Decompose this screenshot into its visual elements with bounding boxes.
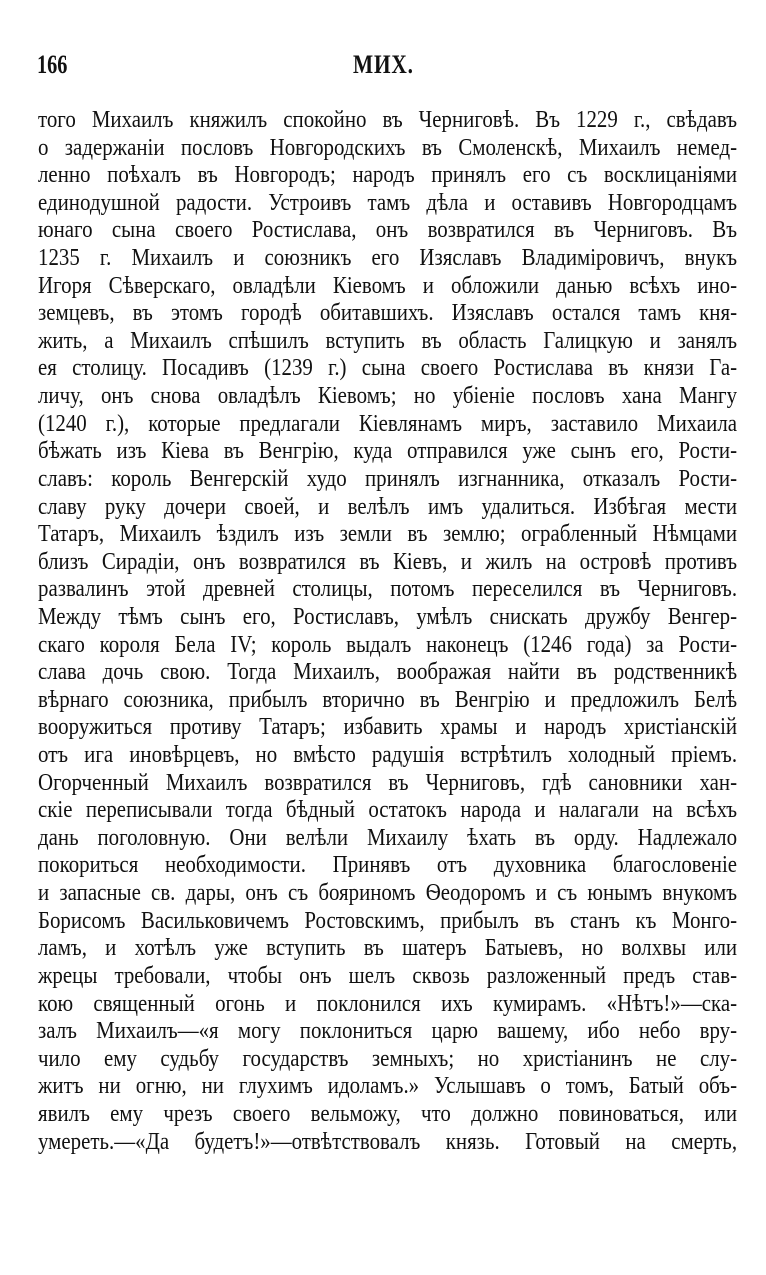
text-line-content: кою священный огонь и поклонился ихъ кумирамъ. «Нѣтъ!»—ска-	[38, 989, 738, 1017]
text-line-content: слава дочь свою. Тогда Михаилъ, воображая найти въ родственникѣ	[38, 658, 738, 686]
text-line-content: близъ Сирадіи, онъ возвратился въ Кіевъ, и жилъ на островѣ противъ	[38, 547, 738, 575]
text-line	[38, 299, 737, 327]
text-line	[38, 879, 737, 907]
text-line-content: отъ ига иновѣрцевъ, но вмѣсто радушія встрѣтилъ холодный пріемъ.	[38, 741, 738, 769]
text-line-content: юнаго сына своего Ростислава, онъ возвратился въ Черниговъ. Въ	[38, 216, 738, 244]
text-line-content: скіе переписывали тогда бѣдный остатокъ народа и налагали на всѣхъ	[38, 796, 738, 824]
text-line-content: житъ ни огню, ни глухимъ идоламъ.» Услышавъ о томъ, Батый объ-	[38, 1072, 738, 1100]
text-line-content: развалинъ этой древней столицы, потомъ переселился въ Черниговъ.	[38, 575, 738, 603]
text-line	[38, 907, 737, 935]
text-line	[38, 272, 737, 300]
text-line-content: явилъ ему чрезъ своего вельможу, что должно повиноваться, или	[38, 1099, 738, 1127]
text-line-content: ламъ, и хотѣлъ уже вступить въ шатеръ Батыевъ, но волхвы или	[38, 934, 738, 962]
text-line	[38, 548, 737, 576]
text-line-content: о задержаніи пословъ Новгородскихъ въ Смоленскѣ, Михаилъ немед-	[38, 133, 738, 161]
text-line	[38, 1100, 737, 1128]
text-line-content: бѣжать изъ Кіева въ Венгрію, куда отправился уже сынъ его, Рости-	[38, 437, 738, 465]
text-line	[38, 824, 737, 852]
text-line	[38, 741, 737, 769]
text-line	[38, 990, 737, 1018]
text-line	[38, 244, 737, 272]
text-line-content: личу, онъ снова овладѣлъ Кіевомъ; но убіеніе пословъ хана Мангу	[38, 382, 738, 410]
text-line-content: вѣрнаго союзника, прибылъ вторично въ Венгрію и предложилъ Белѣ	[38, 685, 738, 713]
text-line	[38, 1128, 737, 1156]
text-line	[38, 354, 737, 382]
text-line	[38, 465, 737, 493]
text-line-content: 1235 г. Михаилъ и союзникъ его Изяславъ Владиміровичъ, внукъ	[38, 244, 738, 272]
text-line	[38, 1045, 737, 1073]
text-line	[38, 934, 737, 962]
text-line	[38, 796, 737, 824]
text-line	[38, 520, 737, 548]
text-line	[38, 106, 737, 134]
text-line	[38, 658, 737, 686]
text-line-content: жрецы требовали, чтобы онъ шелъ сквозь разложенный предъ став-	[38, 961, 738, 989]
text-line-content: Игоря Сѣверскаго, овладѣли Кіевомъ и обложили данью всѣхъ ино-	[38, 271, 738, 299]
text-line-content: славу руку дочери своей, и велѣлъ имъ удалиться. Избѣгая мести	[38, 492, 738, 520]
text-line	[38, 769, 737, 797]
text-line	[38, 713, 737, 741]
text-line	[38, 631, 737, 659]
text-line	[38, 575, 737, 603]
text-line-content: ея столицу. Посадивъ (1239 г.) сына своего Ростислава въ князи Га-	[38, 354, 738, 382]
text-line	[38, 382, 737, 410]
body-text	[38, 106, 737, 1155]
text-line-content: скаго короля Бела IV; король выдалъ наконецъ (1246 года) за Рости-	[38, 630, 738, 658]
text-line	[38, 603, 737, 631]
text-line	[38, 686, 737, 714]
text-line	[38, 1072, 737, 1100]
running-head	[37, 50, 737, 84]
text-line-content: земцевъ, въ этомъ городѣ обитавшихъ. Изяславъ остался тамъ кня-	[38, 299, 738, 327]
text-line	[38, 1017, 737, 1045]
text-line-content: ленно поѣхалъ въ Новгородъ; народъ принялъ его съ восклицаніями	[38, 161, 738, 189]
page-number: 166	[37, 50, 68, 79]
text-line	[38, 493, 737, 521]
text-line	[38, 410, 737, 438]
text-line	[38, 134, 737, 162]
text-line-content: Между тѣмъ сынъ его, Ростиславъ, умѣлъ снискать дружбу Венгер-	[38, 602, 738, 630]
text-line-content: Борисомъ Васильковичемъ Ростовскимъ, прибылъ въ станъ къ Монго-	[38, 906, 738, 934]
text-line	[38, 189, 737, 217]
text-line	[38, 327, 737, 355]
text-line	[38, 437, 737, 465]
text-line-content: (1240 г.), которые предлагали Кіевлянамъ миръ, заставило Михаила	[38, 409, 738, 437]
running-title: МИХ.	[353, 50, 414, 79]
text-line	[38, 851, 737, 879]
text-line-content: дань поголовную. Они велѣли Михаилу ѣхать въ орду. Надлежало	[38, 823, 738, 851]
text-line-content: жить, а Михаилъ спѣшилъ вступить въ область Галицкую и занялъ	[38, 326, 738, 354]
text-line-content: Огорченный Михаилъ возвратился въ Черниговъ, гдѣ сановники хан-	[38, 768, 738, 796]
text-line	[38, 216, 737, 244]
text-line-content: славъ: король Венгерскій худо принялъ изгнанника, отказалъ Рости-	[38, 464, 738, 492]
text-line	[38, 962, 737, 990]
text-line-content: залъ Михаилъ—«я могу поклониться царю вашему, ибо небо вру-	[38, 1017, 738, 1045]
text-line-content: и запасные св. дары, онъ съ бояриномъ Ѳеодоромъ и съ юнымъ внукомъ	[38, 879, 738, 907]
text-line-content: чило ему судьбу государствъ земныхъ; но христіанинъ не слу-	[38, 1044, 738, 1072]
text-line-content: Татаръ, Михаилъ ѣздилъ изъ земли въ землю; ограбленный Нѣмцами	[38, 520, 738, 548]
text-line	[38, 161, 737, 189]
text-line-content: вооружиться противу Татаръ; избавить храмы и народъ христіанскій	[38, 713, 738, 741]
text-line-content: покориться необходимости. Принявъ отъ духовника благословеніе	[38, 851, 738, 879]
text-line-content: того Михаилъ княжилъ спокойно въ Черниговѣ. Въ 1229 г., свѣдавъ	[38, 106, 738, 133]
text-line-content: единодушной радости. Устроивъ тамъ дѣла и оставивъ Новгородцамъ	[38, 188, 738, 216]
text-line-content: умереть.—«Да будетъ!»—отвѣтствовалъ князь. Готовый на смерть,	[38, 1127, 738, 1155]
